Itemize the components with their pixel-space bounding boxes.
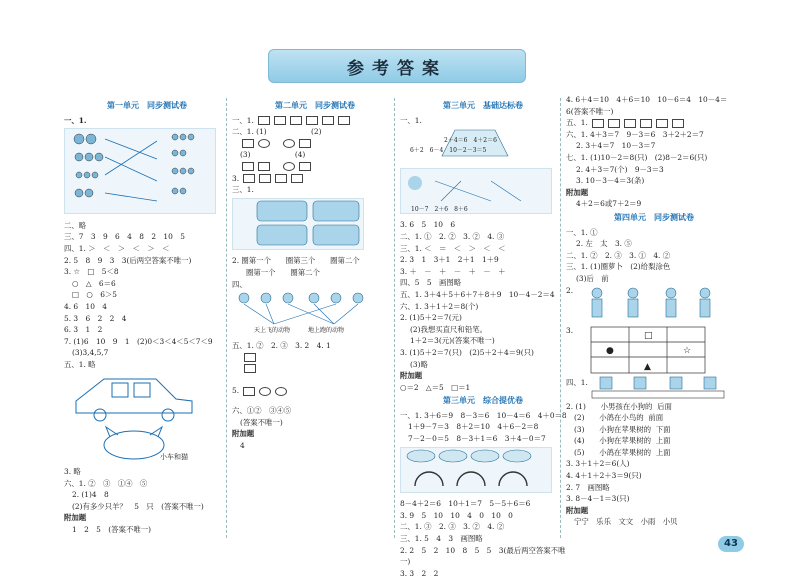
square-icon — [291, 174, 303, 183]
answer-line: 三、1. 5 4 3 画图略 — [400, 534, 483, 544]
answer-line: (答案不唯一) — [240, 417, 283, 427]
grid-figure — [566, 325, 742, 377]
answer-line: 附加题 — [64, 513, 87, 523]
column-unit-2 — [232, 98, 398, 538]
answer-line: 一、1. — [64, 115, 87, 125]
circle-icon — [275, 387, 287, 396]
answer-line: 2. 3＋4＝7 10－3＝7 — [576, 141, 656, 151]
dot-icon: ● — [606, 345, 614, 356]
answer-line: 6＋2 6－4 10－2－3＝5 — [410, 147, 487, 155]
answer-line: 3. 3＋1＋2＝6(人) — [566, 459, 630, 469]
answer-line: 3. 10－3－4＝3(条) — [576, 176, 645, 186]
answer-line: 2. — [566, 285, 574, 295]
answer-line — [232, 115, 398, 127]
answer-line: 7－2－0＝5 8－3＋1＝6 3＋4－0＝7 — [408, 434, 546, 444]
shape-figure — [232, 351, 398, 385]
answer-line: 5. 3 6 2 2 4 — [64, 313, 127, 323]
answer-line: 上面 — [655, 436, 671, 446]
answer-line: (2)我想买直尺和铅笔。 — [410, 324, 487, 334]
answer-line: 3. — [232, 173, 242, 183]
section-title: 第三单元 综合提优卷 — [443, 396, 523, 406]
square-icon: □ — [644, 330, 653, 341]
kids-drawing — [573, 285, 723, 323]
answer-line: 一、1. 3＋6＝9 8－3＝6 10－4＝6 4＋0＝8 — [400, 410, 567, 420]
circle-icon — [283, 162, 295, 171]
square-icon — [306, 116, 318, 125]
answer-line: 六、①② ③④⑤ — [232, 405, 292, 415]
square-icon — [299, 139, 311, 148]
answer-line: 1 2 5 (答案不唯一) — [72, 525, 151, 535]
answer-line: 附加题 — [566, 187, 589, 197]
clothes-drawing — [588, 377, 728, 399]
square-icon — [338, 116, 350, 125]
answer-line: 4 — [240, 440, 245, 450]
answer-line: 五、1. 3＋4＋5＋6＋7＋8＋9 10－4－2＝4 — [400, 289, 555, 299]
answer-line: (3)后 前 — [576, 273, 609, 283]
dog-bone-figure — [400, 168, 552, 214]
answer-line: 四、1. — [566, 377, 588, 387]
answer-line: 三、1. ＜ ＝ ＜ ＞ ＜ ＜ — [400, 243, 506, 253]
section-title: 第一单元 同步测试卷 — [107, 101, 187, 110]
page-title: 参考答案 — [268, 49, 526, 83]
answer-line: 五、1. 略 — [64, 359, 96, 369]
answer-line: 2. 7 画图略 — [566, 482, 610, 492]
answer-line: 2. 5 8 9 3 3(后两空答案不唯一) — [64, 255, 192, 265]
answer-line: (2) 小鸽在小鸟的 — [574, 413, 644, 423]
answer-line: 5. — [232, 386, 242, 396]
answer-line: 三、1. — [232, 185, 254, 195]
answer-line — [566, 435, 742, 447]
answer-line: 一、1. — [400, 115, 422, 125]
answer-line: 六、1. 3＋1＋2＝8(个) — [400, 301, 479, 311]
answer-line: 二、1. ② 2. ③ 3. ① 4. ② — [566, 250, 671, 260]
square-icon — [299, 162, 311, 171]
answer-line: 宁宁 乐乐 文文 小雨 小贝 — [574, 517, 678, 527]
answer-line: 三、7 3 9 6 4 8 2 10 5 — [64, 232, 185, 242]
answer-line: (4) 小狗在苹果树的 — [574, 436, 651, 446]
children-figure — [566, 285, 742, 325]
answer-line: 2. (1)5＋2＝7(元) — [400, 313, 462, 323]
answer-line: 3. 3 2 2 — [400, 568, 439, 578]
answer-line: 二、1. (1) (2) — [232, 127, 322, 137]
answer-line — [566, 424, 742, 436]
circle-icon — [259, 387, 271, 396]
answer-line: 2. (1) 小男孩在小狗的 — [566, 401, 653, 411]
answer-line: (3)略 — [410, 359, 428, 369]
clothes-figure — [566, 377, 742, 401]
square-icon — [322, 116, 334, 125]
square-icon — [608, 119, 620, 128]
square-icon — [274, 116, 286, 125]
answer-line: 六、1. 4＋3＝7 9－3＝6 3＋2＋2＝7 — [566, 129, 704, 139]
square-icon — [244, 353, 256, 362]
star-icon: ☆ — [683, 345, 692, 356]
answer-line: 4. 4＋1＋2＋3＝9(只) — [566, 471, 642, 481]
answer-line: 上面 — [655, 447, 671, 457]
answer-line: 2. 2 5 2 10 8 5 5 3(最后两空答案不唯一) — [400, 545, 566, 567]
square-icon — [592, 119, 604, 128]
answer-line: 7. (1)6 10 9 1 (2)0＜3＜4＜5＜7＜9 — [64, 336, 213, 346]
answer-line: 3. — [566, 325, 574, 335]
square-icon — [259, 174, 271, 183]
square-icon — [258, 116, 270, 125]
answer-line: 2＋4＝6 4＋2＝6 — [444, 137, 497, 145]
answer-line — [566, 401, 742, 413]
answer-line: 四、1. ＞ ＜ ＞ ＜ ＞ ＜ — [64, 243, 170, 253]
pyramid-figure — [400, 126, 550, 162]
square-icon — [243, 387, 255, 396]
answer-line: 附加题 — [400, 371, 423, 381]
answer-line: 4. 6＋4＝10 4＋6＝10 10－6＝4 10－4＝6(答案不唯一) — [566, 95, 728, 116]
square-icon — [258, 162, 270, 171]
spacer — [232, 397, 398, 405]
answer-line: 2. 圈第一个 圈第三个 圈第二个 — [232, 256, 360, 266]
column-unit-4 — [566, 94, 742, 540]
answer-line: ○ △ 6＝6 — [72, 278, 116, 288]
answer-line: 6. 3 1 2 — [64, 325, 103, 335]
answer-line: 8－4＋2＝6 10＋1＝7 5－5＋6＝6 — [400, 499, 531, 509]
answer-line: 圈第一个 圈第二个 — [246, 267, 320, 277]
answer-line: (3) 小狗在苹果树的 — [574, 424, 651, 434]
answer-line: 1＋2＝3(元)(答案不唯一) — [410, 336, 495, 346]
answer-line: 3. 略 — [64, 467, 81, 477]
car-and-cat-drawing — [64, 371, 214, 463]
answer-line: 五、1. — [566, 118, 591, 128]
answer-line: 六、1. ② ③ ①④ ⑤ — [64, 478, 148, 488]
answer-line: 3. (1)5＋2＝7(只) (2)5＋2＋4＝9(只) — [400, 347, 534, 357]
answer-line: 2. (1)4 8 — [72, 490, 109, 500]
circle-icon — [283, 139, 295, 148]
column-unit-1 — [64, 98, 230, 538]
answer-line — [232, 161, 398, 173]
answer-line — [232, 138, 398, 150]
answer-line: 五、1. ② 2. ③ 3. 2 4. 1 — [232, 340, 331, 350]
square-icon — [244, 364, 256, 373]
answer-line: 4. 6 10 4 — [64, 301, 107, 311]
square-icon — [624, 119, 636, 128]
position-grid — [589, 325, 709, 375]
square-icon — [243, 174, 255, 183]
answer-line: 附加题 — [566, 505, 589, 515]
square-icon — [656, 119, 668, 128]
answer-line: 4＋2＝6或7＋2＝9 — [576, 199, 642, 209]
square-icon — [242, 139, 254, 148]
circle-icon — [258, 139, 270, 148]
answer-line — [232, 385, 398, 397]
square-icon — [275, 174, 287, 183]
answer-line: 天上飞的动物 地上跑的动物 — [254, 327, 345, 335]
answer-line: 附加题 — [232, 429, 255, 439]
section-title: 第四单元 同步测试卷 — [614, 212, 694, 222]
answer-line: 一、1. — [232, 115, 254, 125]
answer-line: 2. 3 1 3＋1 2＋1 1＋9 — [400, 255, 499, 265]
answer-line: 3. ＋ － ＋ － ＋ － ＋ — [400, 266, 506, 276]
answer-line: 四、 — [232, 279, 247, 289]
answer-line: 10－7 2＋6 8＋6 — [411, 205, 468, 213]
square-icon — [672, 119, 684, 128]
answer-line — [232, 173, 398, 185]
square-icon — [290, 116, 302, 125]
answer-line: 一、1. ① — [566, 227, 598, 237]
answer-line: 三、1. (1)圈萝卜 (2)给梨涂色 — [566, 262, 671, 272]
answer-line: 七、1. (1)10－2＝8(只) (2)8－2＝6(只) — [566, 152, 708, 162]
answer-line: 小车和猫 — [160, 452, 188, 461]
answer-line: 二、1. ① 2. ② 3. ② 4. ③ — [400, 231, 505, 241]
square-icon — [640, 119, 652, 128]
section-title: 第三单元 基础达标卷 — [443, 101, 523, 110]
answer-line: 四、5 5 画图略 — [400, 278, 462, 288]
answer-line: □ ○ 6＞5 — [72, 290, 118, 300]
answer-line: 二、略 — [64, 220, 87, 230]
answer-line: 2. 左 太 3. ⑤ — [576, 239, 632, 249]
object-grouping-figure — [232, 198, 364, 250]
answer-line: 二、1. ③ 2. ③ 3. ② 4. ② — [400, 522, 505, 532]
square-icon — [242, 162, 254, 171]
answer-line: 3. 9 5 10 10 4 0 10 0 — [400, 510, 513, 520]
answer-line — [566, 412, 742, 424]
column-unit-3 — [400, 98, 567, 578]
answer-line: (2)有多少只羊？ 5 只 (答案不唯一) — [72, 501, 204, 511]
page-number: 43 — [718, 536, 744, 552]
answer-line: 后面 — [657, 401, 672, 411]
triangle-icon: ▲ — [644, 361, 651, 372]
animal-classification-figure — [232, 290, 382, 336]
answer-line — [566, 447, 742, 459]
answer-line: 3. ☆ □ 5＜8 — [64, 267, 119, 277]
answer-line: 2. 4＋3＝7(个) 9－3＝3 — [576, 164, 664, 174]
answer-line: (5) 小鸽在苹果树的 — [574, 447, 651, 457]
answer-line: 3. 8－4－1＝3(只) — [566, 494, 630, 504]
answer-line — [566, 117, 742, 129]
answer-line: 3. 6 5 10 6 — [400, 220, 456, 230]
answer-line: 下面 — [655, 424, 671, 434]
answer-line: 1＋9－7＝3 8＋2＝10 4＋6－2＝8 — [408, 422, 539, 432]
answer-line: (3)3,4,5,7 — [72, 348, 109, 358]
headphone-cloud-figure — [400, 447, 552, 493]
answer-line: ○＝2 △＝5 □＝1 — [400, 382, 471, 392]
section-title: 第二单元 同步测试卷 — [275, 101, 355, 110]
answer-line: (3) (4) — [240, 150, 306, 160]
answer-line: 前面 — [648, 413, 664, 423]
fruit-matching-figure — [64, 128, 216, 214]
